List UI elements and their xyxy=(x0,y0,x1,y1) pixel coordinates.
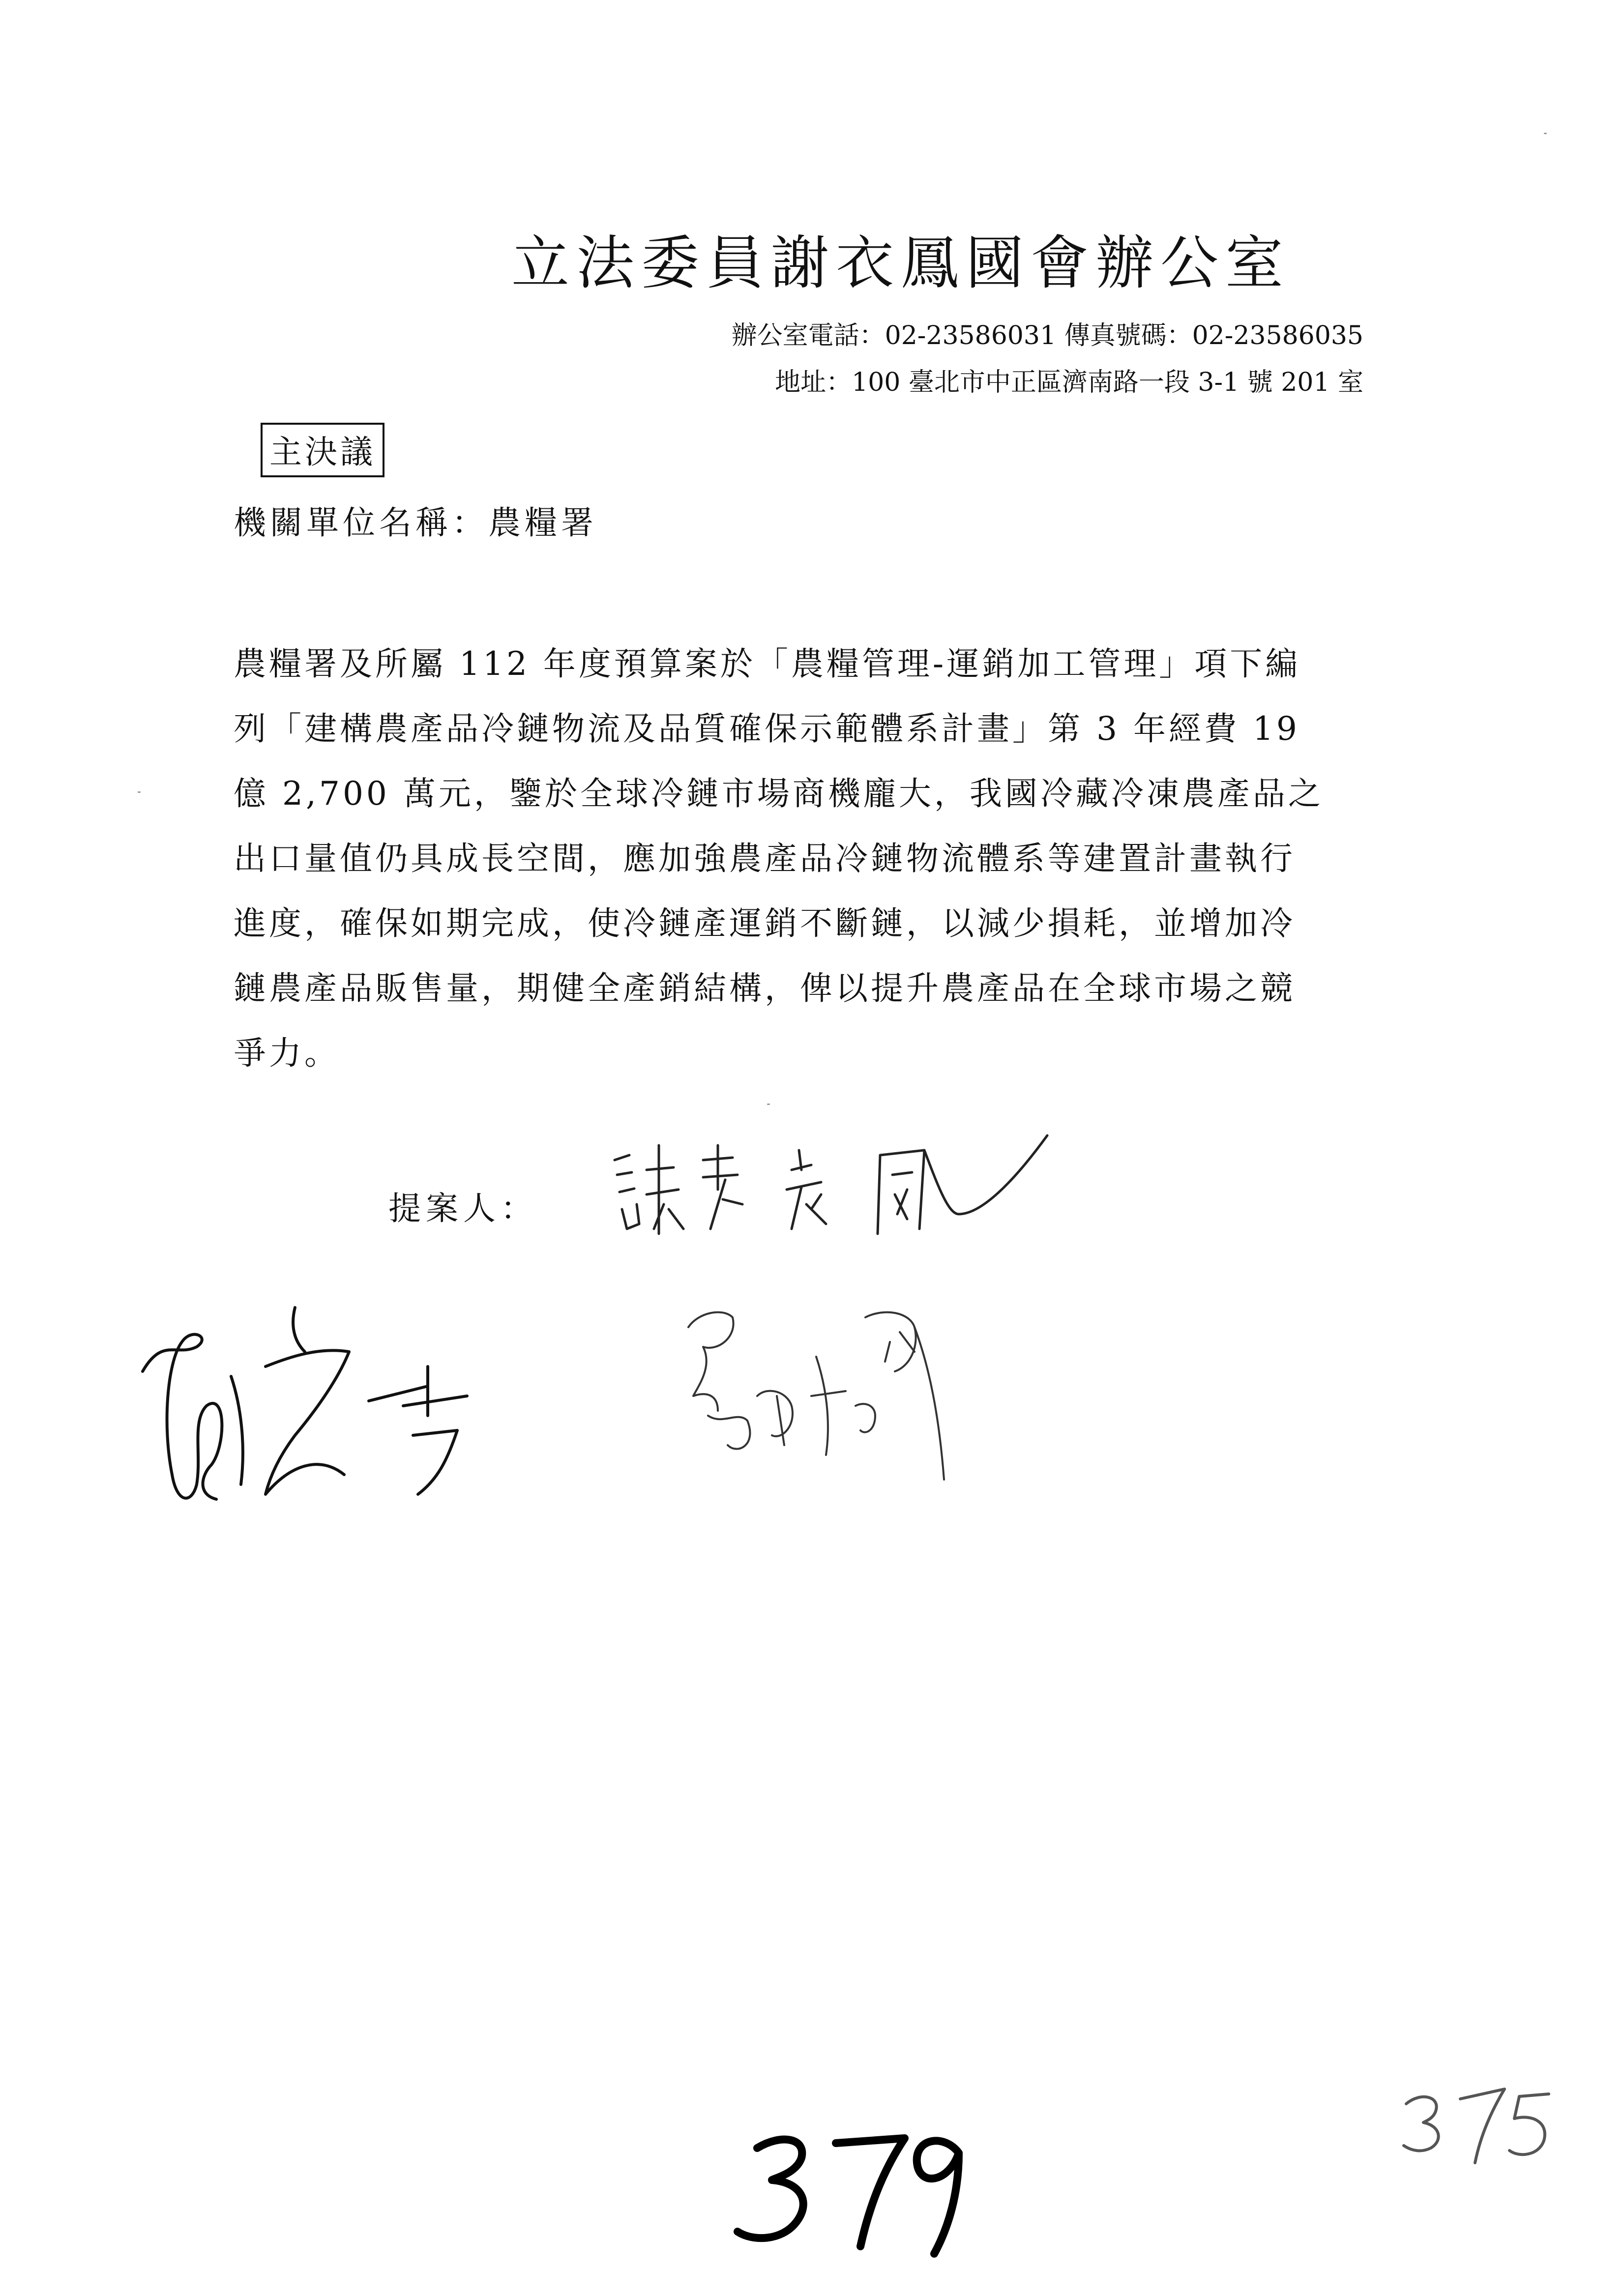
body-line: 列「建構農產品冷鏈物流及品質確保示範體系計畫」第 3 年經費 19 xyxy=(234,710,1300,748)
phone-fax-line: 辦公室電話：02-23586031 傳真號碼：02-23586035 xyxy=(731,321,1363,350)
cosigner-left-signature xyxy=(133,1298,575,1514)
agency-name-line: 機關單位名稱：農糧署 xyxy=(234,504,597,542)
resolution-body xyxy=(234,632,1374,1086)
body-line: 進度，確保如期完成，使冷鏈產運銷不斷鏈，以減少損耗，並增加冷 xyxy=(234,904,1296,942)
proposer-label: 提案人： xyxy=(388,1190,538,1227)
handwritten-page-number xyxy=(728,2114,983,2261)
handwritten-secondary-number xyxy=(1396,2079,1559,2168)
primary-signature xyxy=(605,1131,1057,1258)
body-line: 農糧署及所屬 112 年度預算案於「農糧管理-運銷加工管理」項下編 xyxy=(234,645,1301,683)
body-line: 鏈農產品販售量，期健全產銷結構，俾以提升農產品在全球市場之競 xyxy=(234,969,1296,1007)
body-line: 爭力。 xyxy=(234,1034,340,1072)
address-line: 地址：100 臺北市中正區濟南路一段 3-1 號 201 室 xyxy=(775,368,1363,397)
office-title: 立法委員謝衣鳳國會辦公室 xyxy=(511,229,1291,297)
body-line: 億 2,700 萬元，鑒於全球冷鏈市場商機龐大，我國冷藏冷凍農產品之 xyxy=(234,775,1324,813)
cosigner-right-signature xyxy=(679,1298,983,1484)
resolution-type-label: 主決議 xyxy=(261,423,384,477)
scan-speck xyxy=(138,791,141,793)
body-line: 出口量值仍具成長空間，應加強農產品冷鏈物流體系等建置計畫執行 xyxy=(234,840,1296,877)
scan-speck xyxy=(1544,133,1547,134)
scan-speck xyxy=(767,1104,770,1105)
